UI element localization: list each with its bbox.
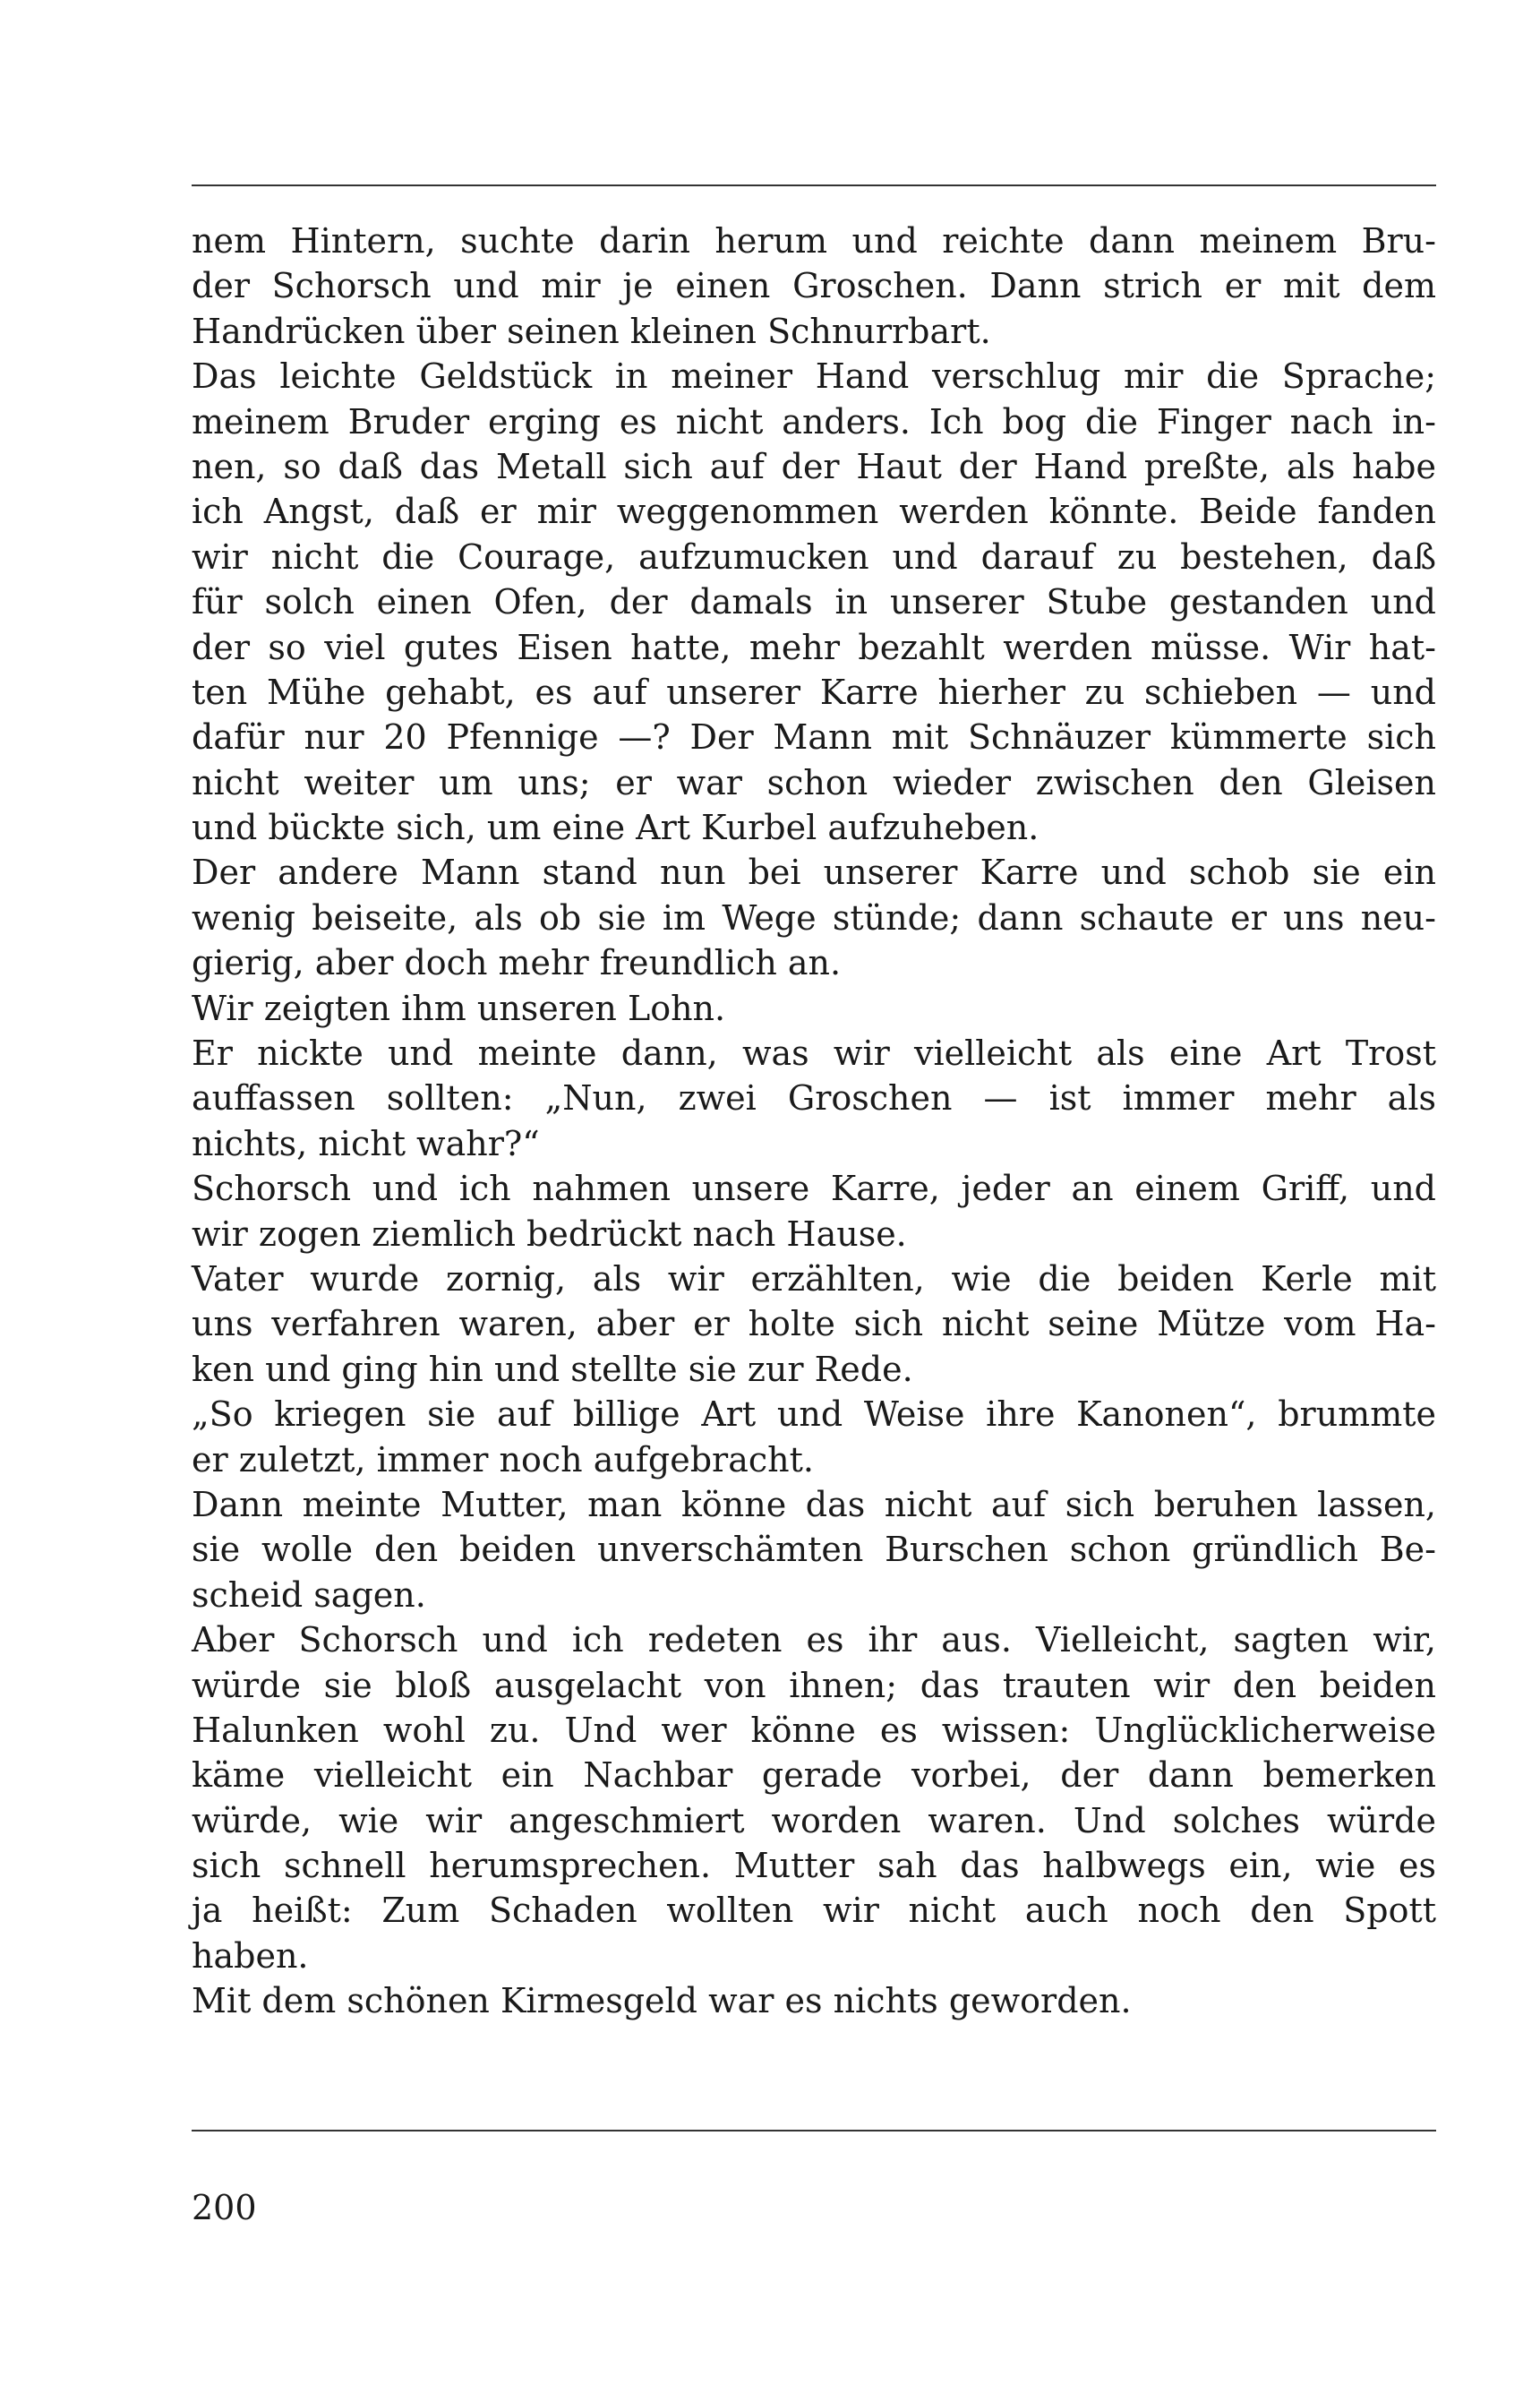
- text-line: meinem Bruder erging es nicht anders. Ich bog die Finger nach in-: [192, 401, 1436, 442]
- text-line: ken und ging hin und stellte sie zur Rede.: [192, 1349, 913, 1389]
- text-line: der Schorsch und mir je einen Groschen. Dann strich er mit dem: [192, 266, 1436, 306]
- text-line: ja heißt: Zum Schaden wollten wir nicht auch noch den Spott: [192, 1891, 1436, 1931]
- text-line: uns verfahren waren, aber er holte sich nicht seine Mütze vom Ha-: [192, 1304, 1436, 1344]
- text-line: ich Angst, daß er mir weggenommen werden könnte. Beide fanden: [192, 492, 1436, 532]
- text-line: nem Hintern, suchte darin herum und reichte dann meinem Bru-: [192, 221, 1436, 261]
- page-number: 200: [192, 2188, 257, 2227]
- text-line: würde sie bloß ausgelacht von ihnen; das trauten wir den beiden: [192, 1665, 1436, 1705]
- text-line: Halunken wohl zu. Und wer könne es wissen: Unglücklicherweise: [192, 1710, 1436, 1750]
- text-line: ten Mühe gehabt, es auf unserer Karre hierher zu schieben — und: [192, 672, 1436, 712]
- top-rule: [192, 184, 1436, 186]
- text-line: „So kriegen sie auf billige Art und Weise ihre Kanonen“, brummte: [192, 1394, 1436, 1435]
- text-line: er zuletzt, immer noch aufgebracht.: [192, 1439, 814, 1480]
- text-line: Dann meinte Mutter, man könne das nicht auf sich beruhen lassen,: [192, 1484, 1436, 1524]
- text-line: Mit dem schönen Kirmesgeld war es nichts geworden.: [192, 1981, 1132, 2021]
- text-line: Vater wurde zornig, als wir erzählten, wie die beiden Kerle mit: [192, 1258, 1436, 1299]
- bottom-rule: [192, 2130, 1436, 2131]
- text-line: nen, so daß das Metall sich auf der Haut der Hand preßte, als habe: [192, 446, 1436, 486]
- text-line: für solch einen Ofen, der damals in unserer Stube gestanden und: [192, 582, 1436, 622]
- text-line: sich schnell herumsprechen. Mutter sah das halbwegs ein, wie es: [192, 1846, 1436, 1886]
- text-line: sie wolle den beiden unverschämten Burschen schon gründlich Be-: [192, 1530, 1436, 1570]
- text-line: dafür nur 20 Pfennige —? Der Mann mit Schnäuzer kümmerte sich: [192, 717, 1436, 758]
- text-line: nichts, nicht wahr?“: [192, 1123, 540, 1163]
- text-line: wenig beiseite, als ob sie im Wege stünde; dann schaute er uns neu-: [192, 897, 1436, 938]
- text-line: käme vielleicht ein Nachbar gerade vorbei, der dann bemerken: [192, 1755, 1436, 1796]
- text-line: haben.: [192, 1935, 309, 1976]
- text-line: auffassen sollten: „Nun, zwei Groschen — ist immer mehr als: [192, 1078, 1436, 1119]
- text-line: Der andere Mann stand nun bei unserer Karre und schob sie ein: [192, 853, 1436, 893]
- text-line: wir zogen ziemlich bedrückt nach Hause.: [192, 1214, 907, 1254]
- text-line: scheid sagen.: [192, 1574, 426, 1615]
- text-line: wir nicht die Courage, aufzumucken und darauf zu bestehen, daß: [192, 536, 1436, 577]
- text-line: Handrücken über seinen kleinen Schnurrbart.: [192, 311, 991, 351]
- text-line: Das leichte Geldstück in meiner Hand verschlug mir die Sprache;: [192, 356, 1436, 397]
- text-line: Aber Schorsch und ich redeten es ihr aus. Vielleicht, sagten wir,: [192, 1620, 1436, 1660]
- text-line: würde, wie wir angeschmiert worden waren. Und solches würde: [192, 1800, 1436, 1840]
- text-line: und bückte sich, um eine Art Kurbel aufzuheben.: [192, 808, 1040, 848]
- body-text: [192, 219, 1436, 2081]
- text-line: Schorsch und ich nahmen unsere Karre, jeder an einem Griff, und: [192, 1169, 1436, 1209]
- text-line: der so viel gutes Eisen hatte, mehr bezahlt werden müsse. Wir hat-: [192, 627, 1436, 667]
- text-line: Er nickte und meinte dann, was wir vielleicht als eine Art Trost: [192, 1034, 1436, 1074]
- text-line: Wir zeigten ihm unseren Lohn.: [192, 988, 726, 1028]
- text-line: gierig, aber doch mehr freundlich an.: [192, 943, 842, 983]
- text-line: nicht weiter um uns; er war schon wieder zwischen den Gleisen: [192, 762, 1436, 802]
